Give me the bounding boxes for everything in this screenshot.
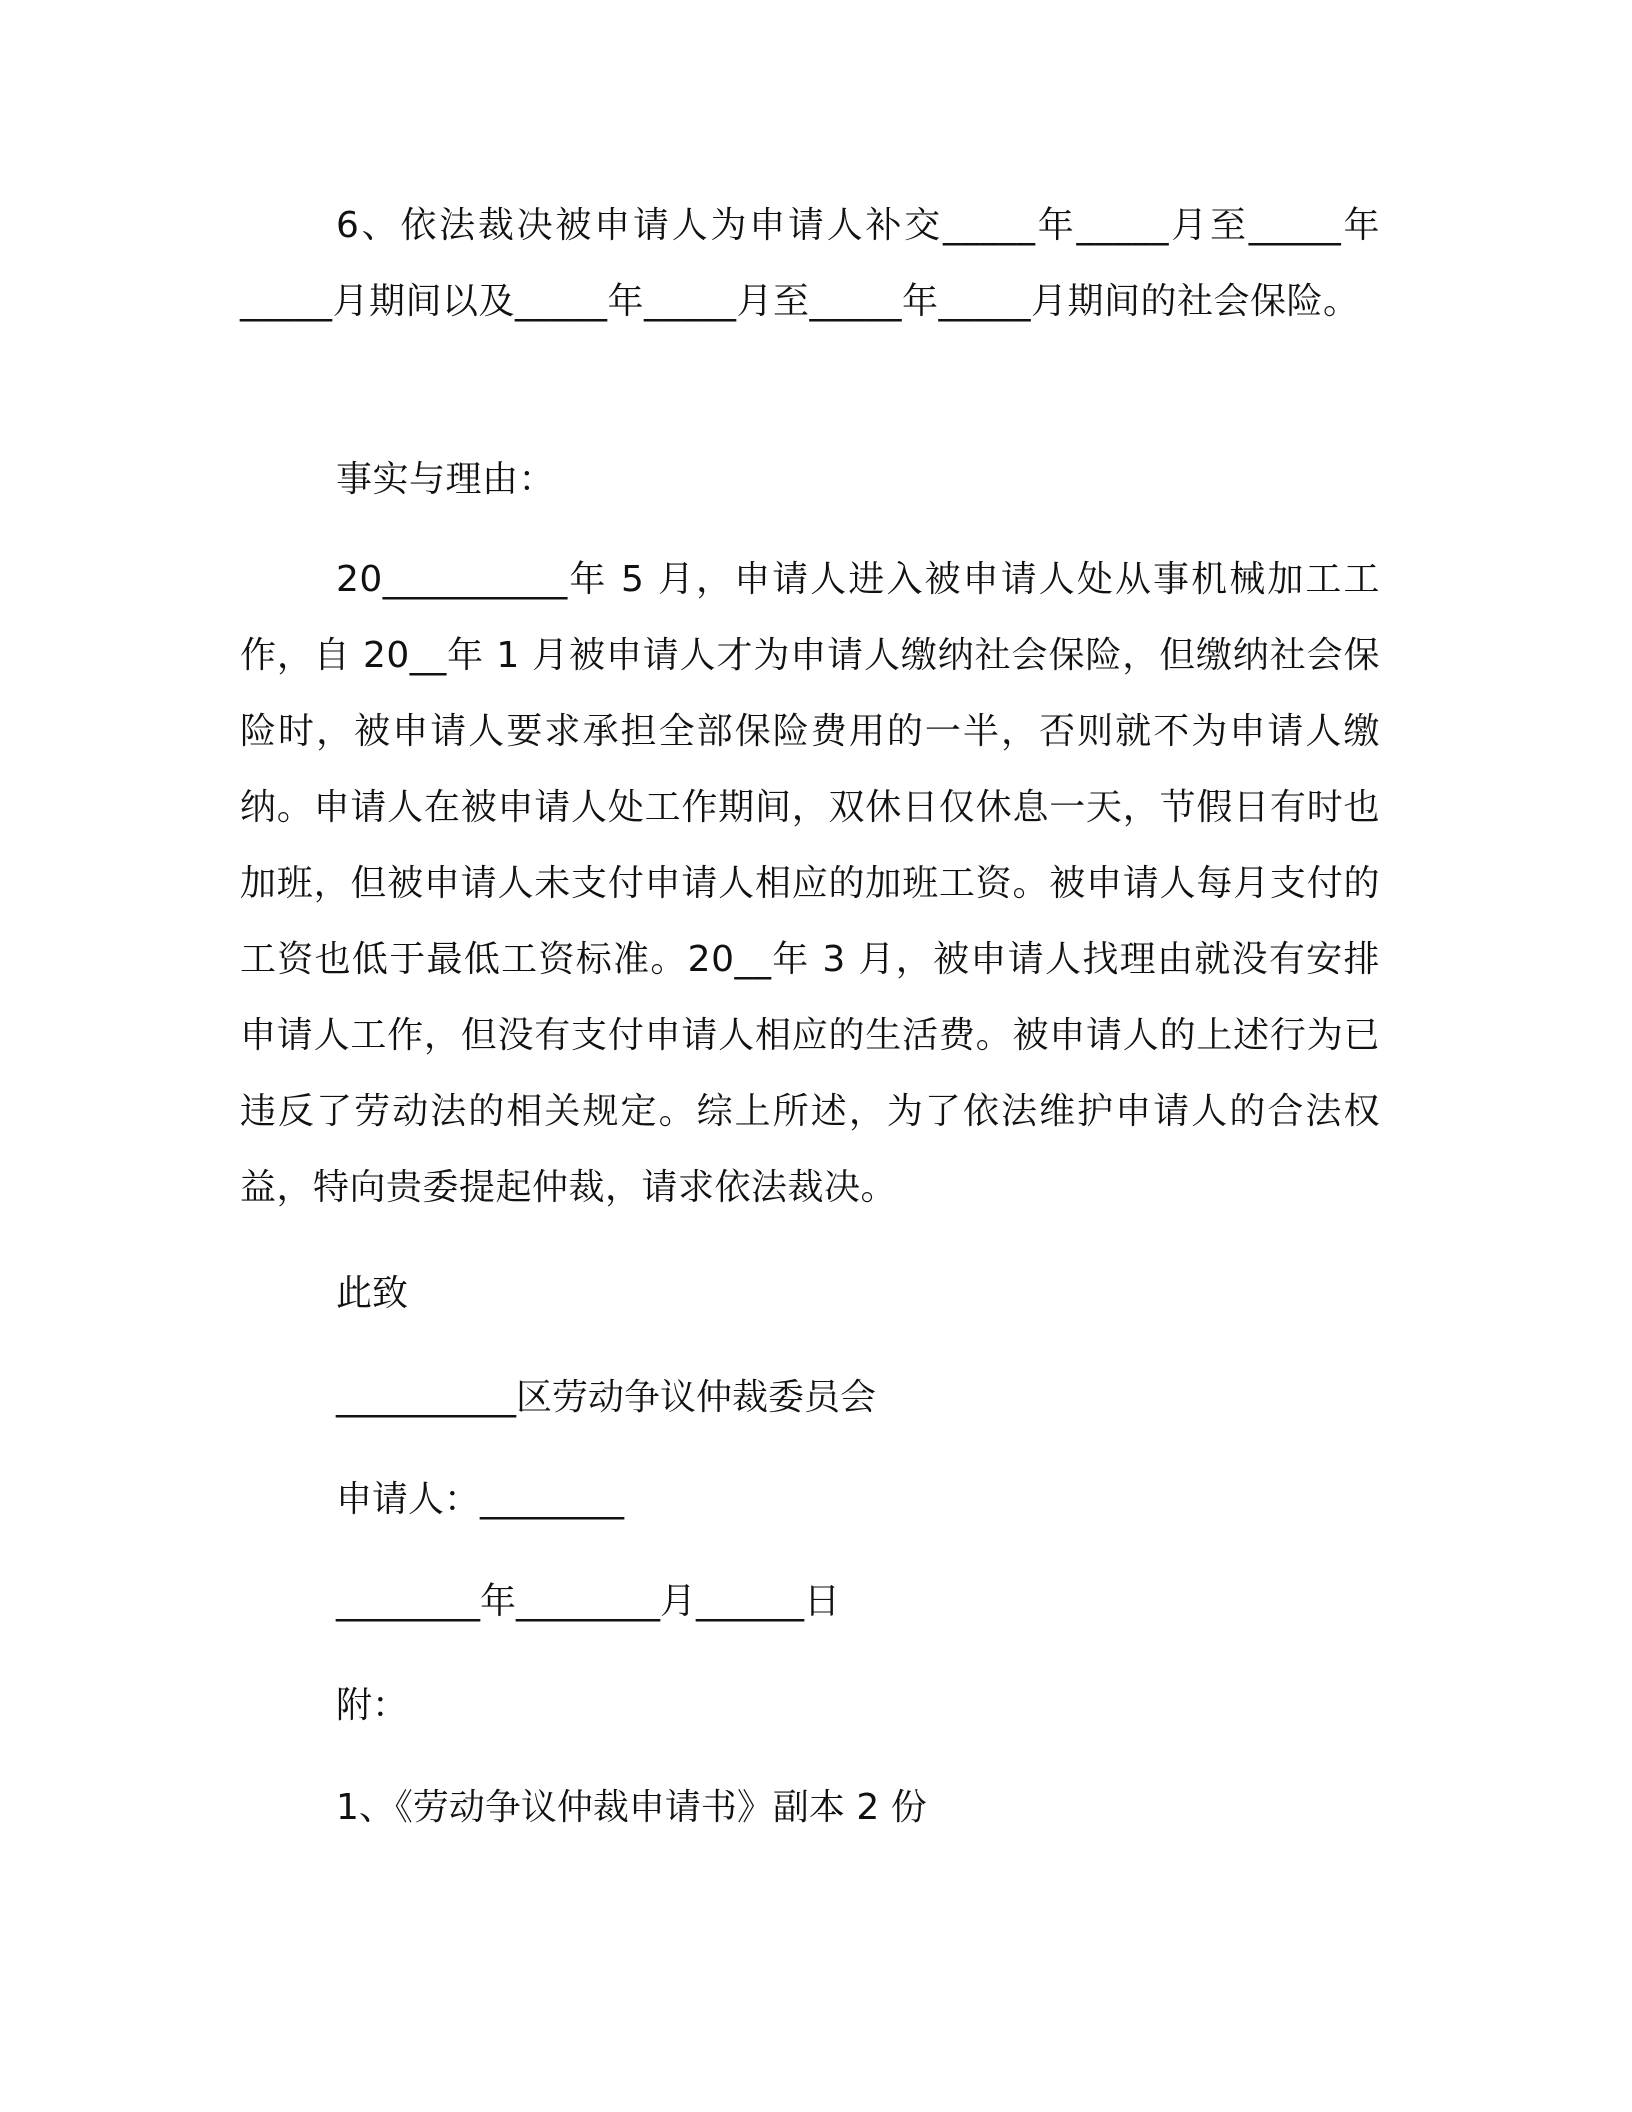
salutation: 此致	[336, 1273, 409, 1314]
facts-body	[240, 542, 1380, 1226]
recipient-line: __________区劳动争议仲裁委员会	[336, 1377, 877, 1418]
claim-item-6-text: 6、依法裁决被申请人为申请人补交_____年_____月至_____年_____月期间以及_____年_____月至_____年_____月期间的社会保险。	[240, 205, 1380, 322]
attachment-item-1: 1、《劳动争议仲裁申请书》副本 2 份	[336, 1787, 927, 1828]
claim-item-6	[240, 188, 1380, 340]
facts-body-text: 20__________年 5 月，申请人进入被申请人处从事机械加工工作，自 20__年 1 月被申请人才为申请人缴纳社会保险，但缴纳社会保险时，被申请人要求承担全部保险费用的一半，否则就不为申请人缴纳。申请人在被申请人处工作期间，双休日仅休息一天，节假日有时也加班，但被申请人未支付申请人相应的加班工资。被申请人每月支付的工资也低于最低工资标准。20__年 3 月，被申请人找理由就没有安排申请人工作，但没有支付申请人相应的生活费。被申请人的上述行为已违反了劳动法的相关规定。综上所述，为了依法维护申请人的合法权益，特向贵委提起仲裁，请求依法裁决。	[240, 559, 1380, 1208]
facts-heading-text: 事实与理由：	[336, 459, 556, 500]
date-line: ________年________月______日	[336, 1581, 840, 1622]
facts-heading	[240, 442, 1380, 518]
applicant-line: 申请人：________	[336, 1479, 625, 1520]
attachment-heading: 附：	[336, 1685, 409, 1726]
